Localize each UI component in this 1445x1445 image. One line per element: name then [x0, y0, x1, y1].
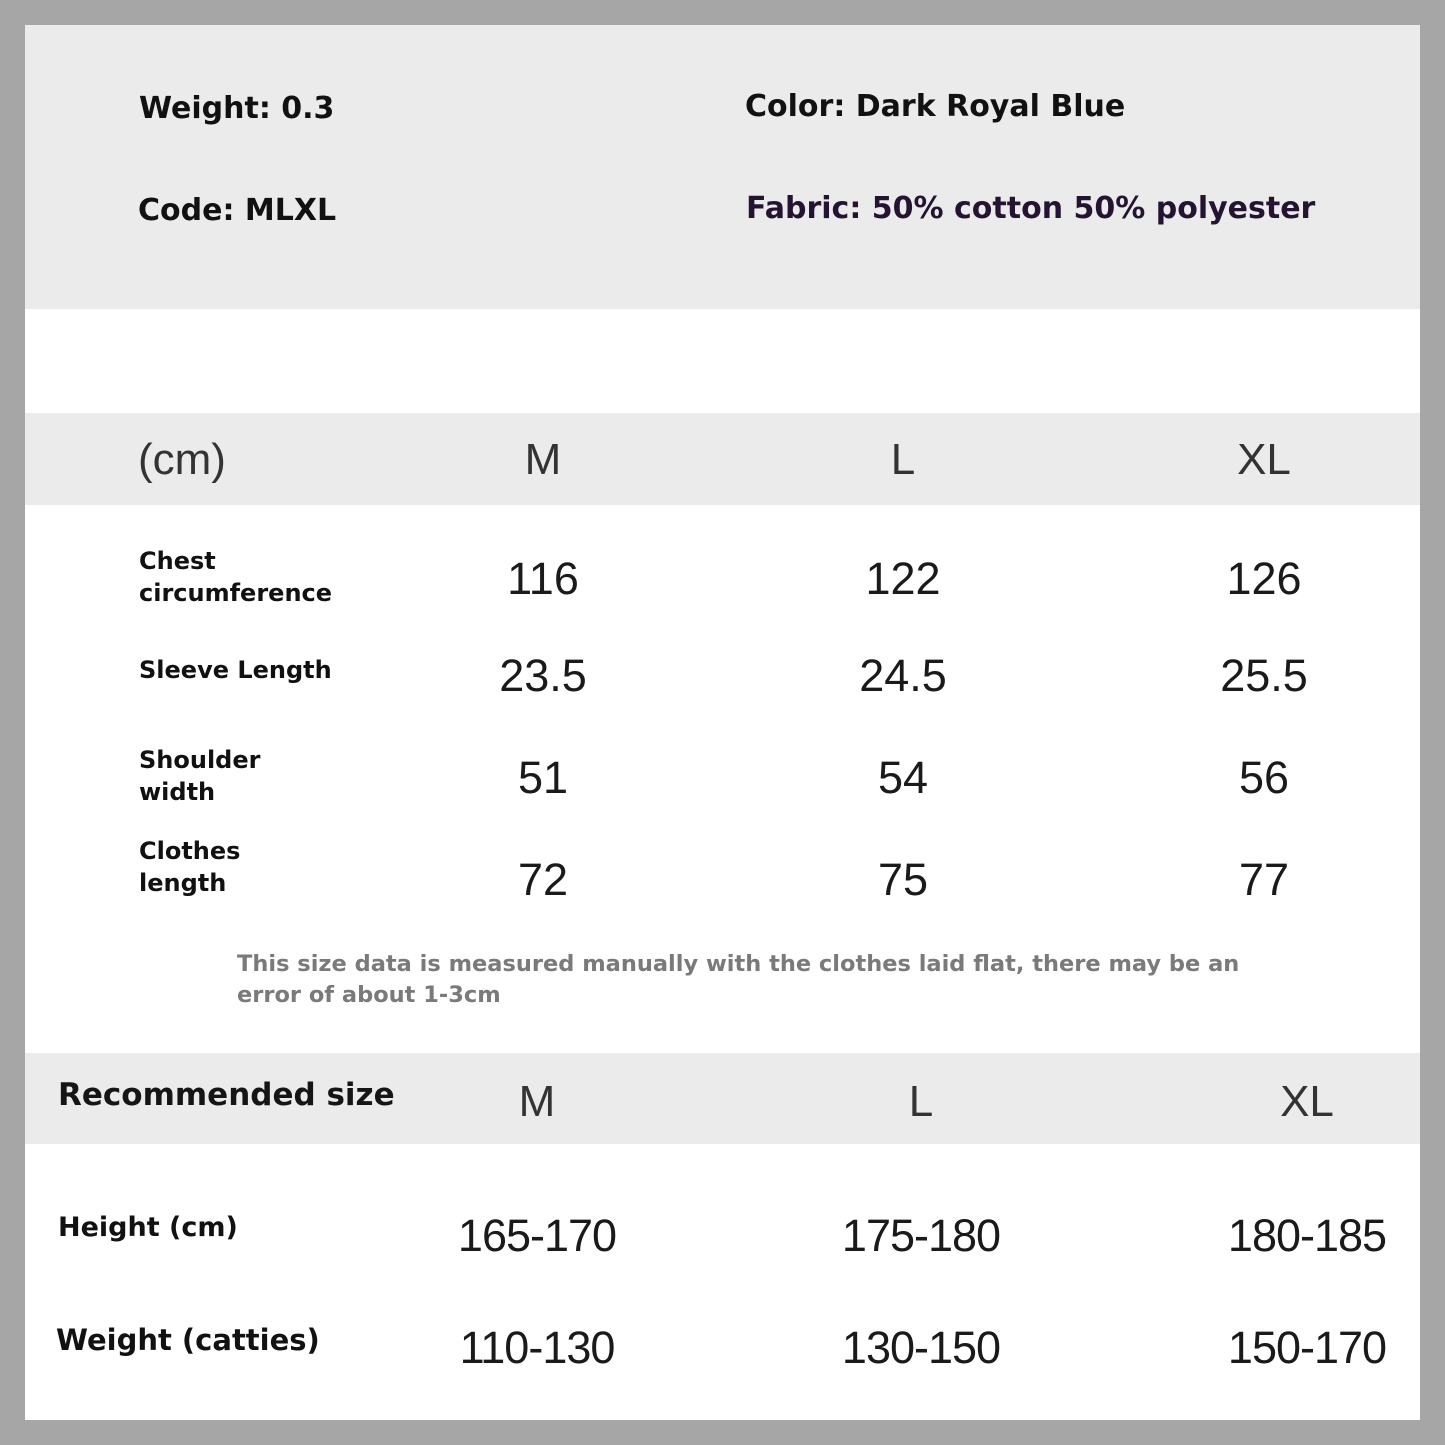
rec-label-weight: Weight (catties)	[56, 1323, 320, 1357]
height-xl: 180-185	[1227, 1210, 1387, 1261]
sleeve-m: 23.5	[499, 650, 587, 701]
size-table-header	[25, 413, 1420, 505]
chest-l: 122	[865, 553, 941, 604]
product-info-panel	[25, 25, 1420, 309]
weight-l: 130-150	[841, 1322, 1001, 1373]
rec-size-l: L	[908, 1077, 934, 1126]
size-header-xl: XL	[1237, 435, 1291, 484]
length-xl: 77	[1238, 854, 1290, 905]
row-label-length: Clothes length	[139, 837, 241, 897]
shoulder-m: 51	[517, 752, 569, 803]
row-label-chest: Chest circumference	[139, 547, 333, 607]
chest-xl: 126	[1226, 553, 1302, 604]
recommended-title: Recommended size	[58, 1077, 395, 1113]
product-color: Color: Dark Royal Blue	[745, 89, 1126, 124]
sleeve-l: 24.5	[859, 650, 947, 701]
rec-size-m: M	[518, 1077, 556, 1126]
product-code: Code: MLXL	[138, 193, 337, 228]
shoulder-l: 54	[877, 752, 929, 803]
product-fabric: Fabric: 50% cotton 50% polyester	[746, 191, 1316, 226]
height-l: 175-180	[841, 1210, 1001, 1261]
height-m: 165-170	[457, 1210, 617, 1261]
length-m: 72	[517, 854, 569, 905]
length-l: 75	[877, 854, 929, 905]
rec-label-height: Height (cm)	[58, 1212, 238, 1243]
rec-size-xl: XL	[1280, 1077, 1334, 1126]
weight-xl: 150-170	[1227, 1322, 1387, 1373]
measurement-note: This size data is measured manually with the clothes laid flat, there may be an error of about 1-3cm	[237, 951, 1240, 1008]
unit-label: (cm)	[138, 435, 226, 484]
sleeve-xl: 25.5	[1220, 650, 1308, 701]
shoulder-xl: 56	[1238, 752, 1290, 803]
row-label-shoulder: Shoulder width	[139, 746, 261, 806]
size-header-m: M	[524, 435, 562, 484]
row-label-sleeve: Sleeve Length	[139, 656, 332, 684]
chest-m: 116	[507, 553, 579, 604]
weight-m: 110-130	[459, 1322, 615, 1373]
size-header-l: L	[890, 435, 916, 484]
product-weight: Weight: 0.3	[139, 91, 335, 126]
size-chart-card	[25, 25, 1420, 1420]
